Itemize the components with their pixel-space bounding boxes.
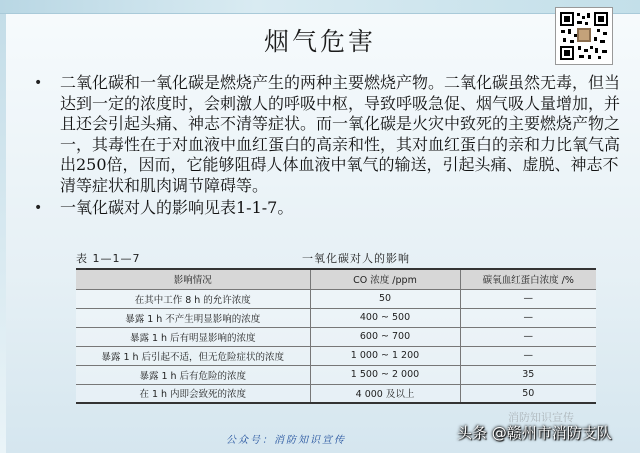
bullet-item: [34, 198, 624, 219]
footer-account-label: 公众号：消防知识宣传: [226, 435, 346, 446]
cell-cohb: 35: [460, 365, 596, 384]
table-row: [76, 346, 596, 365]
cell-effect: 暴露 1 h 不产生明显影响的浓度: [76, 308, 310, 327]
cell-co: 1 500 ~ 2 000: [310, 365, 460, 384]
header-co-concentration: CO 浓度 /ppm: [310, 269, 460, 289]
cell-cohb: 50: [460, 384, 596, 403]
cell-co: 4 000 及以上: [310, 384, 460, 403]
table-number: 表 1—1—7: [76, 252, 141, 265]
cell-effect: 在其中工作 8 h 的允许浓度: [76, 289, 310, 308]
cell-effect: 暴露 1 h 后有明显影响的浓度: [76, 327, 310, 346]
table-row: [76, 289, 596, 308]
cell-effect: 在 1 h 内即会致死的浓度: [76, 384, 310, 403]
cell-effect: 暴露 1 h 后引起不适，但无危险症状的浓度: [76, 346, 310, 365]
source-watermark: [457, 420, 612, 444]
header-effect: 影响情况: [76, 269, 310, 289]
table-header-row: [76, 269, 596, 289]
table-caption: [76, 248, 596, 268]
cell-co: 1 000 ~ 1 200: [310, 346, 460, 365]
table-title: 一氧化碳对人的影响: [302, 252, 410, 265]
table-row: [76, 384, 596, 403]
faint-watermark: 消防知识宣传: [508, 411, 574, 424]
qr-code-icon: [556, 8, 612, 64]
left-decorative-band: [0, 14, 6, 453]
co-effects-table: [76, 268, 596, 404]
cell-co: 50: [310, 289, 460, 308]
cell-cohb: —: [460, 289, 596, 308]
slide-title: 烟气危害: [263, 27, 376, 56]
co-effects-table-block: [76, 248, 596, 404]
table-row: [76, 365, 596, 384]
bullet-text: 二氧化碳和一氧化碳是燃烧产生的两种主要燃烧产物。二氧化碳虽然无毒，但当达到一定的浓度时，会刺激人的呼吸中枢，导致呼吸急促、烟气吸人量增加，并且还会引起头痛、神志不清等症状。而一氧化碳是火灾中致死的主要燃烧产物之一，其毒性在于对血液中血红蛋白的高亲和性，其对血红蛋白的亲和力比氧气高出250倍，因而，它能够阻碍人体血液中氧气的输送，引起头痛、虚脱、神志不清等症状和肌肉调节障碍等。: [60, 73, 621, 195]
cell-cohb: —: [460, 327, 596, 346]
watermark-text: 头条 @赣州市消防支队: [457, 423, 612, 442]
table-row: [76, 308, 596, 327]
bullet-dot-icon: •: [34, 200, 43, 216]
cell-effect: 暴露 1 h 后有危险的浓度: [76, 365, 310, 384]
cell-co: 400 ~ 500: [310, 308, 460, 327]
bullet-text: 一氧化碳对人的影响见表1-1-7。: [60, 198, 294, 217]
bullet-item: [34, 73, 624, 196]
cell-cohb: —: [460, 308, 596, 327]
top-decorative-band: [0, 0, 640, 14]
cell-co: 600 ~ 700: [310, 327, 460, 346]
table-row: [76, 327, 596, 346]
header-cohb-concentration: 碳氧血红蛋白浓度 /%: [460, 269, 596, 289]
slide-body: [34, 73, 624, 221]
cell-cohb: —: [460, 346, 596, 365]
bullet-dot-icon: •: [34, 75, 43, 91]
